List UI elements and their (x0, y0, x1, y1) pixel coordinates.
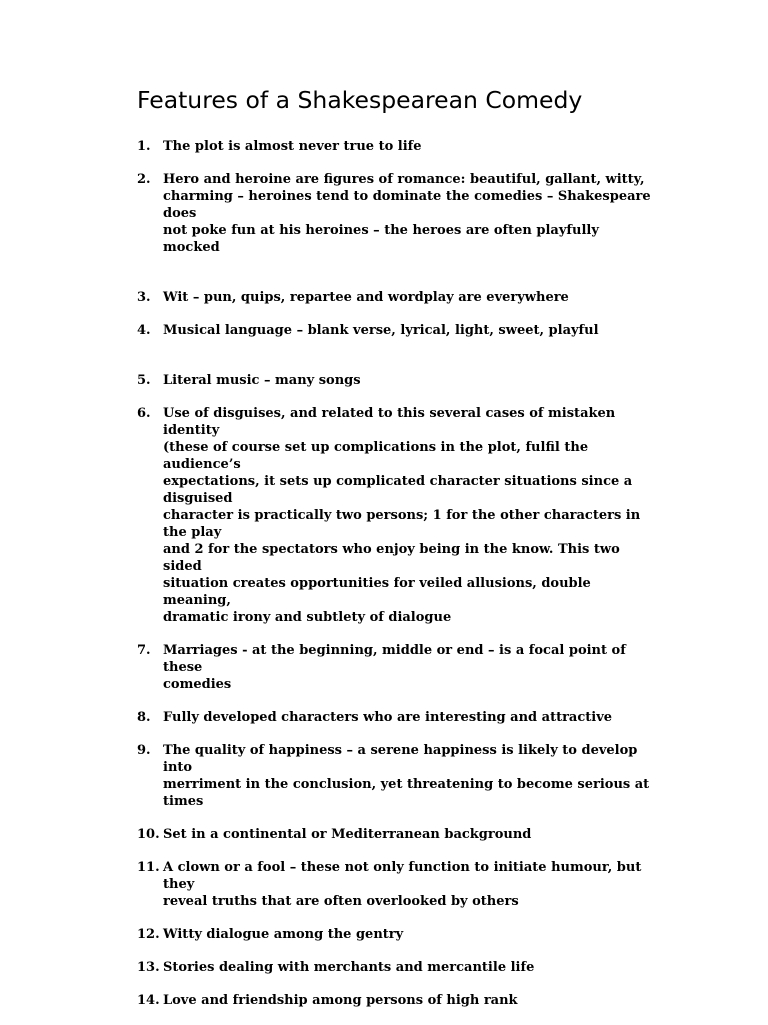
list-item (137, 642, 657, 693)
list-item (137, 859, 657, 910)
list-item (137, 289, 657, 306)
list-item-text (163, 372, 657, 389)
list-item-line: Fully developed characters who are interesting and attractive (163, 710, 613, 725)
list-item-line: situation creates opportunities for veiled allusions, double meaning, (163, 576, 591, 608)
list-item (137, 405, 657, 626)
list-item-text (163, 992, 657, 1009)
list-item-number: 9. (137, 743, 151, 758)
list-item-line: dramatic irony and subtlety of dialogue (163, 610, 452, 625)
list-item-line: Hero and heroine are figures of romance: beautiful, gallant, witty, (163, 172, 645, 187)
list-item-line: and 2 for the spectators who enjoy being in the know. This two sided (163, 542, 620, 574)
list-item (137, 709, 657, 726)
list-item-number: 8. (137, 710, 151, 725)
list-item-line: The plot is almost never true to life (163, 139, 422, 154)
list-item-text (163, 926, 657, 943)
list-item (137, 322, 657, 339)
list-item-number: 4. (137, 323, 151, 338)
list-item-line: Set in a continental or Mediterranean background (163, 827, 532, 842)
list-item (137, 959, 657, 976)
list-item-line: Wit – pun, quips, repartee and wordplay are everywhere (163, 290, 569, 305)
list-item-number: 14. (137, 993, 160, 1008)
page-title: Features of a Shakespearean Comedy (137, 86, 583, 114)
list-item (137, 742, 657, 810)
list-item-line: comedies (163, 677, 232, 692)
list-item-line: charming – heroines tend to dominate the comedies – Shakespeare does (163, 189, 651, 221)
list-item-text (163, 171, 657, 256)
list-item (137, 138, 657, 155)
list-item (137, 992, 657, 1009)
list-item-line: Stories dealing with merchants and mercantile life (163, 960, 535, 975)
list-item (137, 372, 657, 389)
list-item-text (163, 642, 657, 693)
list-item (137, 926, 657, 943)
list-item-line: not poke fun at his heroines – the heroes are often playfully mocked (163, 223, 599, 255)
list-item-number: 5. (137, 373, 151, 388)
list-item (137, 826, 657, 843)
list-item-text (163, 709, 657, 726)
list-item-line: The quality of happiness – a serene happiness is likely to develop into (163, 743, 638, 775)
list-item-line: Literal music – many songs (163, 373, 361, 388)
list-item (137, 171, 657, 256)
list-item-number: 2. (137, 172, 151, 187)
list-item-line: Love and friendship among persons of high rank (163, 993, 518, 1008)
list-item-line: character is practically two persons; 1 for the other characters in the play (163, 508, 641, 540)
list-item-number: 12. (137, 927, 160, 942)
list-item-line: reveal truths that are often overlooked by others (163, 894, 519, 909)
list-item-line: expectations, it sets up complicated character situations since a disguised (163, 474, 633, 506)
list-item-number: 1. (137, 139, 151, 154)
list-item-line: Witty dialogue among the gentry (163, 927, 404, 942)
list-item-number: 3. (137, 290, 151, 305)
list-item-text (163, 959, 657, 976)
list-item-line: A clown or a fool – these not only function to initiate humour, but they (163, 860, 642, 892)
list-item-text (163, 859, 657, 910)
list-item-number: 11. (137, 860, 160, 875)
list-item-number: 6. (137, 406, 151, 421)
list-item-number: 7. (137, 643, 151, 658)
list-item-text (163, 742, 657, 810)
list-item-text (163, 289, 657, 306)
list-item-line: (these of course set up complications in the plot, fulfil the audience’s (163, 440, 589, 472)
list-item-line: Musical language – blank verse, lyrical, light, sweet, playful (163, 323, 599, 338)
feature-list (137, 138, 657, 1025)
list-item-number: 13. (137, 960, 160, 975)
list-item-text (163, 405, 657, 626)
list-item-text (163, 322, 657, 339)
list-item-text (163, 826, 657, 843)
list-item-number: 10. (137, 827, 160, 842)
list-item-line: merriment in the conclusion, yet threatening to become serious at times (163, 777, 650, 809)
list-item-line: Marriages - at the beginning, middle or end – is a focal point of these (163, 643, 626, 675)
list-item-text (163, 138, 657, 155)
list-item-line: Use of disguises, and related to this several cases of mistaken identity (163, 406, 616, 438)
